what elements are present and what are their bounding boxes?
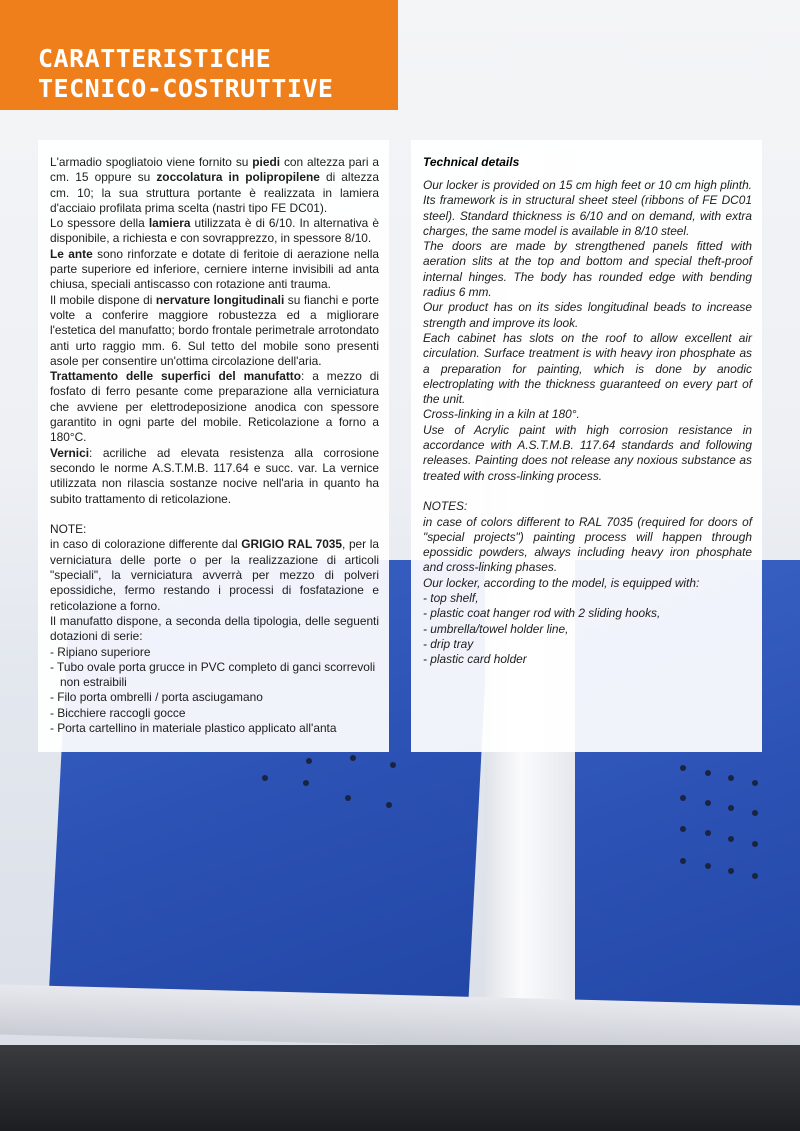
- paragraph: [50, 537, 379, 613]
- list-item: - Filo porta ombrelli / porta asciugamano: [50, 690, 263, 705]
- text-segment: : acriliche ad elevata resistenza alla corrosione secondo le norme A.S.T.M.B. 117.64 e succ. var. La vernice utilizzata non rilascia sostanze nocive nell'aria in quanto ha subito trattamento di reticolazione.: [50, 445, 379, 506]
- list-item: - drip tray: [423, 636, 474, 651]
- paragraph: [50, 216, 379, 247]
- paragraph: [50, 247, 379, 293]
- text-segment: , per la verniciatura delle porte o per la realizzazione di articoli "speciali", la verniciatura avverrà per mezzo di polveri epossidiche, fermo restando i processi di fosfatazione e reticolazione a forno.: [50, 537, 379, 613]
- english-specs-panel: [411, 140, 762, 752]
- bold-term: lamiera: [148, 216, 191, 231]
- text-segment: : a mezzo di fosfato di ferro pesante come preparazione alla verniciatura che avviene per elettrodeposizione anodica con spessore garantito in ogni parte del mobile. Reticolazione a forno a 180°C.: [50, 369, 379, 445]
- text-segment: Il manufatto dispone, a seconda della tipologia, delle seguenti dotazioni di serie:: [50, 613, 379, 644]
- spacer: [423, 484, 752, 499]
- title-line-2: TECNICO-COSTRUTTIVE: [38, 74, 334, 103]
- text-segment: in caso di colorazione differente dal: [50, 537, 242, 552]
- list-item: - plastic coat hanger rod with 2 sliding hooks,: [423, 606, 661, 621]
- text-segment: L'armadio spogliatoio viene fornito su: [50, 155, 253, 169]
- list-item: - plastic card holder: [423, 652, 527, 667]
- list-item: - Porta cartellino in materiale plastico applicato all'anta: [50, 720, 337, 735]
- paragraph: Our locker, according to the model, is equipped with:: [423, 575, 700, 590]
- paragraph: Use of Acrylic paint with high corrosion resistance in accordance with A.S.T.M.B. 117.64 standards and following releases. Painting does not release any noxious substance as treated with cross-linking process.: [423, 422, 752, 483]
- title-line-1: CARATTERISTICHE: [38, 44, 272, 73]
- list-item: - Tubo ovale porta grucce in PVC completo di ganci scorrevoli non estraibili: [50, 659, 376, 690]
- paragraph: [50, 293, 379, 369]
- paragraph: Our product has on its sides longitudinal beads to increase strength and improve its look.: [423, 300, 752, 330]
- list-item: - top shelf,: [423, 591, 479, 606]
- paragraph: Our locker is provided on 15 cm high feet or 10 cm high plinth. Its framework is in structural sheet steel (ribbons of FE DC01 steel). Standard thickness is 6/10 and on demand, with extra charges, the same model is available in 8/10 steel.: [423, 178, 752, 238]
- paragraph: Each cabinet has slots on the roof to allow excellent air circulation. Surface treatment is with heavy iron phosphate as a preparation for painting, which is done by anodic electroplating with the thickness guaranteed on every part of the unit.: [423, 330, 752, 407]
- text-segment: Il mobile dispone di: [50, 292, 156, 307]
- technical-details-heading: Technical details: [423, 155, 520, 169]
- text-segment: Lo spessore della: [50, 216, 149, 231]
- list-item: - Bicchiere raccogli gocce: [50, 705, 186, 720]
- text-segment: di altezza cm. 10; la sua struttura portante è realizzata in lamiera d'acciaio profilata prima scelta (nastri tipo FE DC01).: [50, 170, 379, 215]
- english-specs-text: [423, 178, 752, 668]
- note-label: NOTE:: [50, 522, 87, 537]
- list-item: - umbrella/towel holder line,: [423, 621, 569, 636]
- italian-specs-panel: [38, 140, 389, 752]
- text-segment: con altezza pari a cm. 15 oppure su: [50, 155, 379, 185]
- spacer: [50, 507, 379, 522]
- title-banner: [0, 0, 398, 110]
- text-segment: sono rinforzate e dotate di feritoie di aerazione nella parte superiore ed inferiore, cerniere interne invisibili ad anta chiusa, speciali antiscasso con rotazione anti trauma.: [50, 246, 379, 292]
- paragraph: [50, 369, 379, 445]
- list-item: - Ripiano superiore: [50, 644, 151, 659]
- bold-term: nervature longitudinali: [155, 292, 285, 307]
- paragraph: Cross-linking in a kiln at 180°.: [423, 407, 580, 422]
- bold-term: GRIGIO RAL 7035: [241, 537, 343, 552]
- paragraph: The doors are made by strengthened panels fitted with aeration slits at the top and bottom and special theft-proof internal hinges. The body has rounded edge with bending radius 6 mm.: [423, 239, 752, 300]
- bold-term: zoccolatura in polipropilene: [156, 170, 320, 185]
- paragraph: [50, 155, 379, 216]
- notes-label: NOTES:: [423, 499, 468, 514]
- bold-term: Trattamento delle superfici del manufatto: [50, 369, 302, 384]
- paragraph: [50, 446, 379, 507]
- text-segment: utilizzata è di 6/10. In alternativa è disponibile, a richiesta e con sovrapprezzo, in spessore 8/10.: [50, 216, 379, 246]
- bold-term: Vernici: [50, 445, 89, 460]
- page-title: [38, 44, 333, 104]
- bold-term: Le ante: [50, 246, 93, 261]
- paragraph: in case of colors different to RAL 7035 (required for doors of "special projects") painting process will happen through epossidic powders, always including heavy iron phosphate and cross-linking phases.: [423, 514, 752, 575]
- bold-term: piedi: [252, 155, 281, 169]
- italian-specs-text: [50, 155, 379, 736]
- text-segment: su fianchi e porte volte a conferire maggiore robustezza ed a migliorare l'estetica del manufatto; bordo frontale perimetrale arrotondato anti urto raggio mm. 6. Sul tetto del mobile sono presenti asole per consentire un'ottima circolazione dell'aria.: [50, 292, 379, 368]
- paragraph: [50, 614, 379, 645]
